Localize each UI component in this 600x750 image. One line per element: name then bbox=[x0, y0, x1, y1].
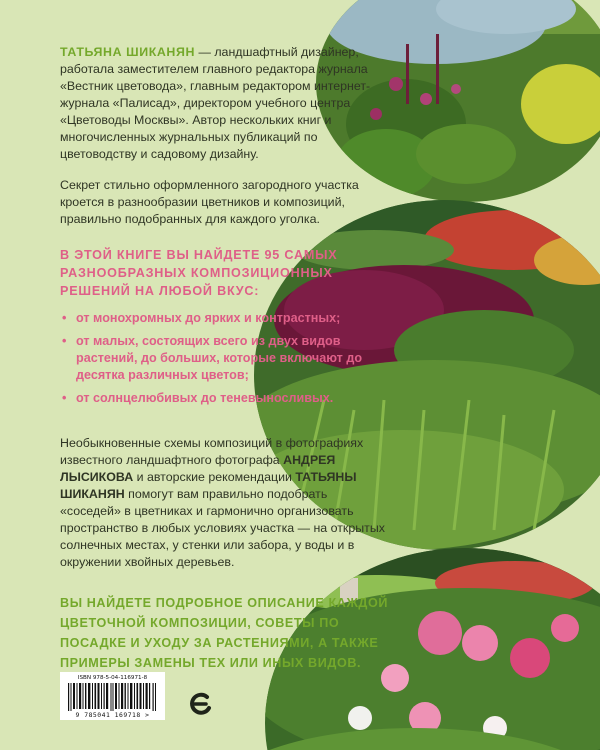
barcode bbox=[60, 672, 165, 720]
photographer-name: АНДРЕЯ ЛЫСИКОВА bbox=[60, 453, 336, 484]
author-bio-text: — ландшафтный дизайнер, работала заместителем главного редактора журнала «Вестник цветовода», главным редактором интернет-журнала «Палисад», директором учебного центра «Цветоводы Москвы». Автор нескольких книг и многочисленных журнальных публикаций по цветоводству и садовому дизайну. bbox=[60, 45, 371, 161]
barcode-digits: 9 785041 169718 > bbox=[75, 711, 150, 719]
description-part3: помогут вам правильно подобрать «соседей» в цветниках и гармонично организовать пространство в любых условиях участка — на открытых солнечных местах, у стенки или забора, у воды и в окружении хвойных деревьев. bbox=[60, 487, 385, 569]
author-name: ТАТЬЯНА ШИКАНЯН bbox=[60, 45, 196, 59]
description-part1: Необыкновенные схемы композиций в фотографиях известного ландшафтного фотографа bbox=[60, 436, 364, 467]
bullet-item: • от малых, состоящих всего из двух видов растений, до больших, которые включают до десятка различных цветов; bbox=[60, 333, 390, 384]
description-paragraph bbox=[60, 435, 390, 571]
bullet-item: • от монохромных до ярких и контрастных; bbox=[60, 310, 390, 327]
intro-paragraph: Секрет стильно оформленного загородного участка кроется в разнообразии цветников и композиций, правильно подобранных для каждого уголка. bbox=[60, 178, 359, 226]
bullet-list bbox=[60, 310, 390, 407]
text-column bbox=[60, 44, 390, 673]
author-bio bbox=[60, 44, 390, 163]
bullet-item: • от солнцелюбивых до теневыносливых. bbox=[60, 390, 390, 407]
description-part2: и авторские рекомендации bbox=[133, 470, 296, 484]
author-name-inline: ТАТЬЯНЫ ШИКАНЯН bbox=[60, 470, 357, 501]
closing-block: ВЫ НАЙДЕТЕ ПОДРОБНОЕ ОПИСАНИЕ КАЖДОЙ ЦВЕТОЧНОЙ КОМПОЗИЦИИ, СОВЕТЫ ПО ПОСАДКЕ И УХОДУ ЗА РАСТЕНИЯМИ, А ТАКЖЕ ПРИМЕРЫ ЗАМЕНЫ ТЕХ ИЛИ ИНЫХ ВИДОВ. bbox=[60, 596, 389, 670]
highlight-heading: В ЭТОЙ КНИГЕ ВЫ НАЙДЕТЕ 95 САМЫХ РАЗНООБРАЗНЫХ КОМПОЗИЦИОННЫХ РЕШЕНИЙ НА ЛЮБОЙ ВКУС: bbox=[60, 248, 338, 298]
eksmo-logo-icon bbox=[188, 692, 214, 716]
isbn-number: ISBN 978-5-04-116971-8 bbox=[77, 675, 148, 681]
